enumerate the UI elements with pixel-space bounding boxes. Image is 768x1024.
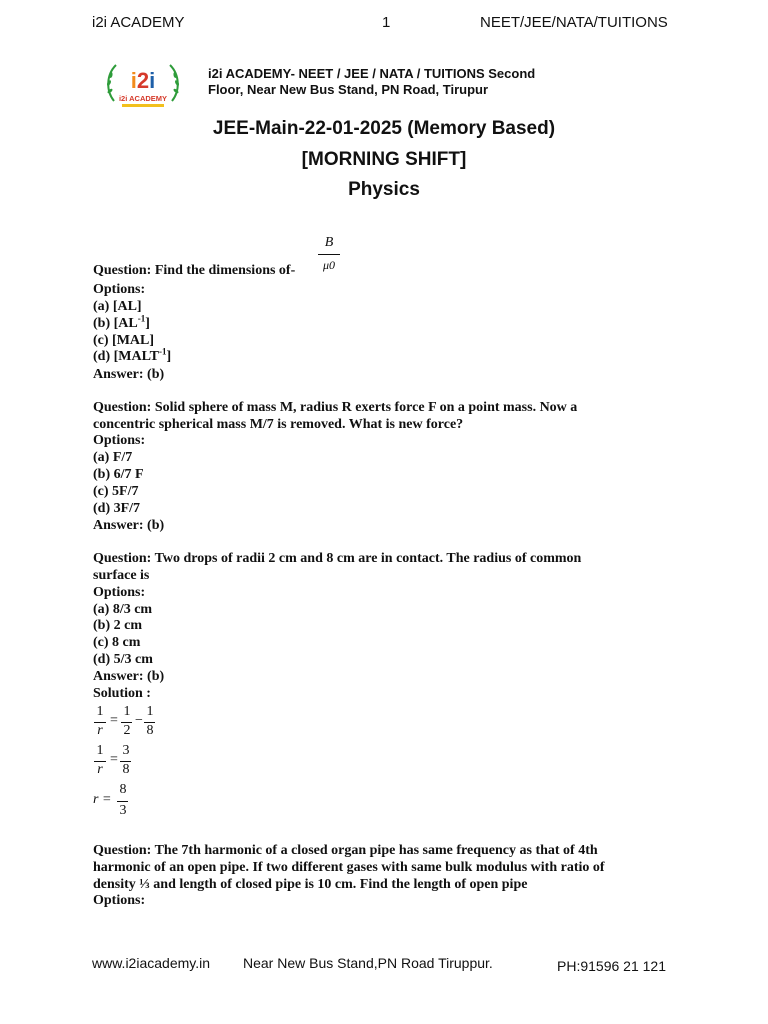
solution-equation-1: [93, 704, 163, 740]
eq1-a-den: 2: [123, 723, 131, 738]
header-academy-name: i2i ACADEMY: [92, 14, 185, 31]
q2-option-c: (c) 5F/7: [93, 484, 139, 499]
q3-question-line-2: surface is: [93, 568, 150, 583]
eq1-a-num: 1: [123, 704, 131, 719]
eq3-den: 3: [119, 803, 127, 818]
svg-text:i2i: i2i: [130, 68, 156, 93]
q2-option-d: (d) 3F/7: [93, 501, 141, 516]
q4-options-label: Options:: [93, 893, 146, 908]
q1-option-c: (c) [MAL]: [93, 333, 155, 348]
laurel-right-icon: [170, 65, 180, 101]
q2-question-line-2: concentric spherical mass M/7 is removed. What is new force?: [93, 417, 464, 432]
q3-option-c: (c) 8 cm: [93, 635, 141, 650]
eq3-num: 8: [119, 782, 127, 797]
q3-solution-label: Solution :: [93, 686, 151, 701]
q3-answer: Answer: (b): [93, 669, 165, 684]
eq1-b-num: 1: [146, 704, 154, 719]
q2-option-a: (a) F/7: [93, 450, 133, 465]
q4-question-line-2: harmonic of an open pipe. If two different gases with same bulk modulus with ratio of: [93, 860, 605, 875]
q1-option-d-text: (d) [MALT: [93, 349, 159, 364]
q1-options-label: Options:: [93, 282, 146, 297]
eq1-minus: −: [135, 713, 143, 728]
eq1-lhs-num: 1: [96, 704, 104, 719]
q1-question: Question: Find the dimensions of-: [93, 263, 296, 278]
q2-answer: Answer: (b): [93, 518, 165, 533]
address-line-2: Floor, Near New Bus Stand, PN Road, Tirupur: [208, 82, 489, 97]
q3-option-d: (d) 5/3 cm: [93, 652, 153, 667]
subject-title: Physics: [348, 179, 420, 200]
q1-formula-denominator: μ0: [322, 258, 336, 272]
q3-option-a: (a) 8/3 cm: [93, 602, 153, 617]
eq2-lhs-den: r: [97, 762, 103, 777]
eq2-num: 3: [122, 743, 130, 758]
q1-option-b: [93, 315, 150, 332]
eq1-b-den: 8: [146, 723, 154, 738]
q1-option-b-text: (b) [AL: [93, 316, 138, 331]
eq1-equals: =: [110, 713, 118, 728]
footer-phone: PH:91596 21 121: [557, 958, 666, 974]
solution-equation-3: [93, 782, 133, 820]
q1-option-d: [93, 348, 171, 365]
q1-option-a: (a) [AL]: [93, 299, 142, 314]
q1-option-b-close: ]: [145, 316, 150, 331]
exam-title: JEE-Main-22-01-2025 (Memory Based): [212, 118, 556, 139]
q3-option-b: (b) 2 cm: [93, 618, 142, 633]
academy-address: [208, 66, 588, 98]
q3-question-line-1: Question: Two drops of radii 2 cm and 8 cm are in contact. The radius of common: [93, 551, 582, 566]
address-line-1: i2i ACADEMY- NEET / JEE / NATA / TUITIONS Second: [208, 66, 536, 81]
eq3-lhs: r =: [93, 792, 112, 807]
footer-address: Near New Bus Stand,PN Road Tiruppur.: [243, 955, 493, 971]
q2-options-label: Options:: [93, 433, 146, 448]
q2-option-b: (b) 6/7 F: [93, 467, 144, 482]
q1-answer: Answer: (b): [93, 367, 165, 382]
eq2-den: 8: [122, 762, 130, 777]
fraction-bar: [117, 801, 128, 802]
q4-question-line-1: Question: The 7th harmonic of a closed organ pipe has same frequency as that of 4th: [93, 843, 598, 858]
footer-website[interactable]: www.i2iacademy.in: [92, 955, 211, 971]
fraction-bar: [318, 254, 340, 255]
q1-formula-numerator: B: [324, 235, 334, 250]
q4-question-line-3: density ⅓ and length of closed pipe is 10 cm. Find the length of open pipe: [93, 877, 528, 892]
q2-question-line-1: Question: Solid sphere of mass M, radius R exerts force F on a point mass. Now a: [93, 400, 578, 415]
q1-option-b-exponent: -1: [137, 313, 146, 324]
q1-option-d-exponent: -1: [159, 346, 167, 357]
q3-options-label: Options:: [93, 585, 146, 600]
eq1-lhs-den: r: [97, 723, 103, 738]
svg-text:i2i ACADEMY: i2i ACADEMY: [118, 94, 168, 103]
header-courses: NEET/JEE/NATA/TUITIONS: [480, 14, 668, 31]
q1-option-d-close: ]: [166, 349, 172, 364]
shift-title: [MORNING SHIFT]: [301, 149, 467, 170]
academy-logo: [104, 57, 182, 115]
eq2-lhs-num: 1: [96, 743, 104, 758]
eq2-equals: =: [110, 752, 118, 767]
laurel-left-icon: [106, 65, 116, 101]
page-number: 1: [382, 14, 391, 31]
solution-equation-2: [93, 743, 133, 779]
